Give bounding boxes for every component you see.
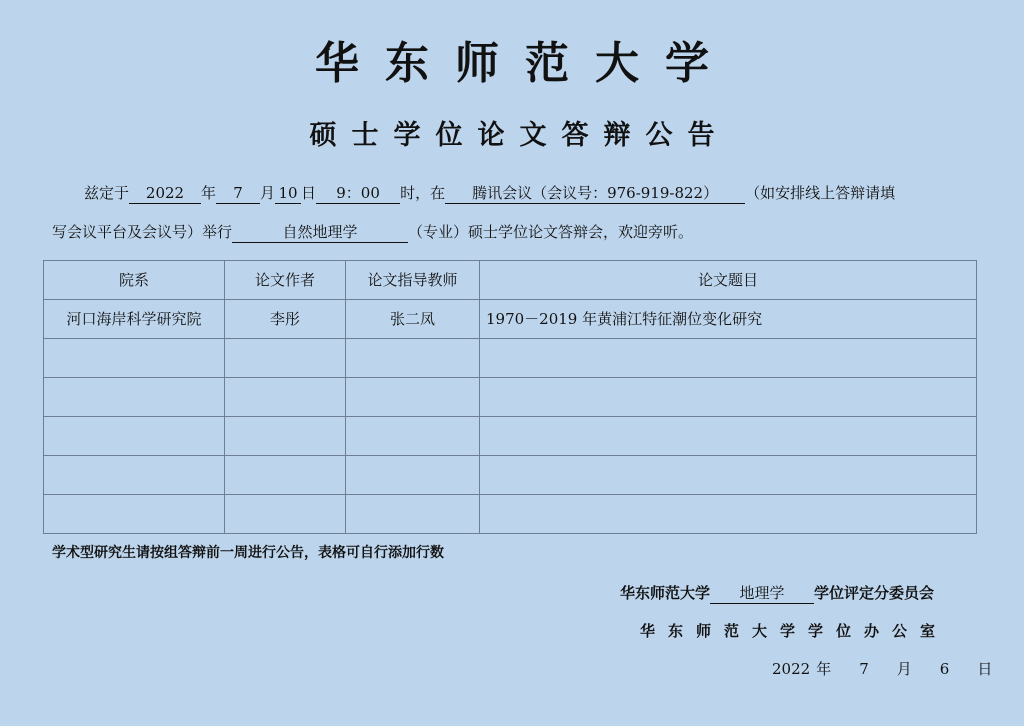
committee-prefix: 华东师范大学 xyxy=(620,584,711,602)
cell-author xyxy=(225,495,346,534)
date-year-unit: 年 xyxy=(816,660,832,678)
cell-department xyxy=(44,417,225,456)
defense-year: 2022 xyxy=(129,183,201,204)
defense-time: 9：00 xyxy=(316,183,400,204)
university-title: 华东师范大学 xyxy=(315,38,735,89)
committee-field: 地理学 xyxy=(710,583,814,604)
notice-title: 硕士学位论文答辩公告 xyxy=(309,120,730,151)
cell-thesis-title xyxy=(480,378,977,417)
cell-advisor xyxy=(346,495,480,534)
header-department: 院系 xyxy=(44,261,225,300)
header-advisor: 论文指导教师 xyxy=(346,261,480,300)
defense-day: 10 xyxy=(275,183,301,204)
defense-month: 7 xyxy=(216,183,260,204)
cell-advisor xyxy=(346,417,480,456)
cell-thesis-title xyxy=(480,417,977,456)
degree-office: 华东师范大学学位办公室 xyxy=(640,622,949,640)
cell-department xyxy=(44,495,225,534)
defense-location: 腾讯会议（会议号：976-919-822） xyxy=(445,183,745,204)
committee-signature xyxy=(620,582,934,604)
year-unit: 年 xyxy=(201,184,217,202)
announcement-line-2 xyxy=(52,221,982,243)
cell-author: 李彤 xyxy=(225,300,346,339)
table-row xyxy=(44,378,977,417)
header-author: 论文作者 xyxy=(225,261,346,300)
cell-advisor xyxy=(346,456,480,495)
date-month: 7 xyxy=(859,660,869,678)
cell-thesis-title xyxy=(480,339,977,378)
cell-department: 河口海岸科学研究院 xyxy=(44,300,225,339)
location-hint: （如安排线上答辩请填 xyxy=(745,184,896,202)
defense-major: 自然地理学 xyxy=(232,222,408,243)
table-row xyxy=(44,417,977,456)
table-row xyxy=(44,495,977,534)
table-row xyxy=(44,300,977,339)
line2-end: （专业）硕士学位论文答辩会，欢迎旁听。 xyxy=(408,223,694,241)
cell-author xyxy=(225,378,346,417)
time-suffix: 时，在 xyxy=(400,184,446,202)
date-day: 6 xyxy=(939,660,950,678)
date-month-unit: 月 xyxy=(896,660,912,678)
date-day-unit: 日 xyxy=(977,660,993,678)
table-row xyxy=(44,456,977,495)
footnote: 学术型研究生请按组答辩前一周进行公告，表格可自行添加行数 xyxy=(52,545,444,561)
cell-thesis-title xyxy=(480,456,977,495)
cell-author xyxy=(225,339,346,378)
cell-advisor: 张二凤 xyxy=(346,300,480,339)
cell-author xyxy=(225,456,346,495)
cell-thesis-title xyxy=(480,495,977,534)
table-row xyxy=(44,339,977,378)
committee-suffix: 学位评定分委员会 xyxy=(814,584,935,602)
cell-author xyxy=(225,417,346,456)
cell-department xyxy=(44,378,225,417)
announcement-line-1 xyxy=(52,182,982,204)
table-header-row xyxy=(44,261,977,300)
cell-advisor xyxy=(346,378,480,417)
notice-date xyxy=(772,658,992,680)
defense-table xyxy=(43,260,977,534)
announcement-prefix: 兹定于 xyxy=(84,184,130,202)
day-unit: 日 xyxy=(301,184,317,202)
line2-start: 写会议平台及会议号）举行 xyxy=(52,223,233,241)
cell-department xyxy=(44,456,225,495)
cell-advisor xyxy=(346,339,480,378)
date-year: 2022 xyxy=(772,660,811,678)
header-thesis-title: 论文题目 xyxy=(480,261,977,300)
cell-department xyxy=(44,339,225,378)
month-unit: 月 xyxy=(260,184,276,202)
cell-thesis-title: 1970－2019 年黄浦江特征潮位变化研究 xyxy=(480,300,977,339)
